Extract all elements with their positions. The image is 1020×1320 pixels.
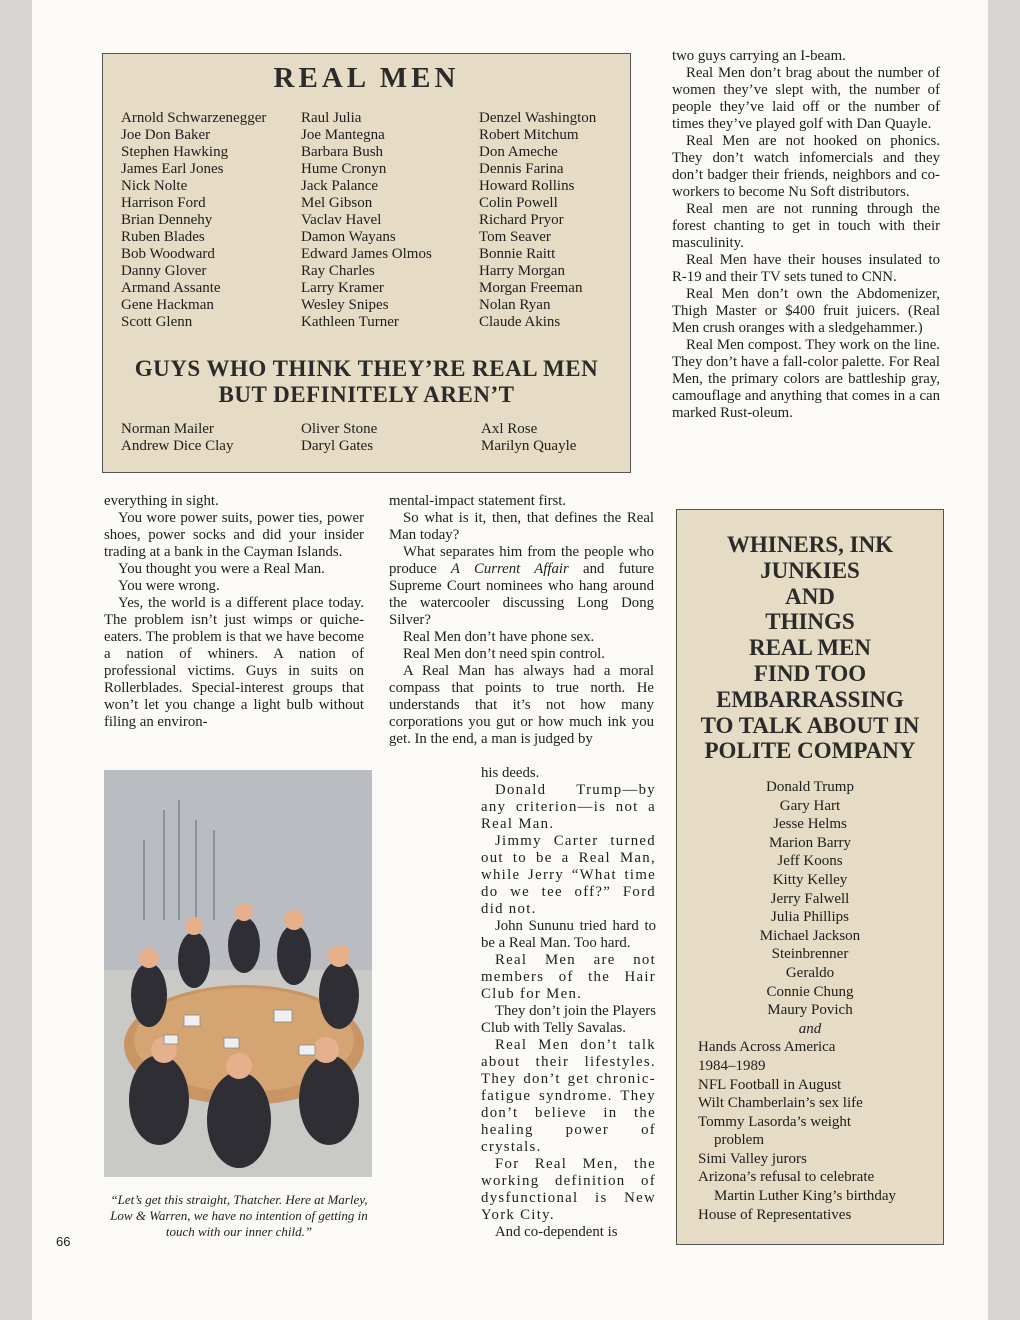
paragraph: two guys carrying an I-beam.: [672, 48, 846, 64]
magazine-page: [32, 0, 988, 1320]
whiners-list-item: Marion Barry: [768, 834, 852, 851]
real-man-name: Gene Hackman: [121, 297, 214, 313]
not-real-man-name: Marilyn Quayle: [481, 438, 577, 454]
whiners-list-item: Donald Trump: [766, 779, 854, 795]
not-real-man-name: Daryl Gates: [301, 438, 374, 454]
whiners-list-item: problem: [714, 1132, 764, 1149]
paragraph: Real Men compost. They work on the line. They don’t have a fall-color palette. For Real Men, the primary colors are battleship gray, camouflage and anything that comes in a can marked Rust-oleum.: [672, 337, 940, 421]
whiners-list-item: Connie Chung: [766, 983, 854, 1000]
paragraph: Donald Trump—by any criterion—is not a Real Man.: [481, 782, 656, 832]
boardroom-cartoon: [104, 770, 372, 1177]
real-man-name: Bob Woodward: [121, 246, 215, 262]
real-man-name: Claude Akins: [479, 314, 561, 330]
whiners-title-line: EMBARRASSING: [716, 686, 904, 712]
real-men-title: REAL MEN: [273, 62, 460, 94]
real-man-name: Robert Mitchum: [479, 127, 579, 143]
paragraph: Real Men are not hooked on phonics. They don’t watch infomercials and they don’t badger their friends, neighbors and co-workers to become Nu Soft distributors.: [672, 133, 940, 200]
real-man-name: Brian Dennehy: [121, 212, 213, 228]
subtitle-line-1: GUYS WHO THINK THEY’RE REAL MEN: [134, 356, 599, 381]
article-column-right-top: [672, 48, 940, 422]
paragraph: And co-dependent is: [495, 1224, 618, 1240]
whiners-box: [676, 509, 944, 1245]
whiners-list-item: Steinbrenner: [771, 946, 849, 963]
whiners-list-item: House of Representatives: [698, 1206, 852, 1223]
whiners-list-item: Hands Across America: [698, 1039, 836, 1056]
page-number: 66: [56, 1234, 71, 1249]
real-man-name: Bonnie Raitt: [479, 246, 556, 262]
real-men-column-3: [479, 110, 596, 331]
real-man-name: Arnold Schwarzenegger: [121, 110, 267, 126]
real-man-name: Ray Charles: [301, 263, 375, 279]
whiners-list-item: Jesse Helms: [773, 816, 847, 833]
real-men-box: [102, 53, 631, 473]
real-man-name: Morgan Freeman: [479, 280, 583, 296]
not-real-men-column-2: [301, 421, 377, 455]
real-men-column-2: [301, 110, 432, 331]
paragraph: You were wrong.: [118, 578, 220, 594]
whiners-list-item: NFL Football in August: [698, 1076, 842, 1093]
whiners-list-item: Simi Valley jurors: [698, 1150, 807, 1167]
paragraph: Real Men have their houses insulated to R-19 and their TV sets tuned to CNN.: [672, 252, 940, 285]
real-men-column-1: [121, 110, 266, 331]
whiners-list-item: Kitty Kelley: [772, 871, 848, 888]
real-man-name: Howard Rollins: [479, 178, 575, 194]
article-column-left: [104, 493, 364, 731]
paragraph: Real Men are not members of the Hair Club for Men.: [481, 952, 656, 1002]
real-man-name: Nick Nolte: [121, 178, 188, 194]
paragraph: They don’t join the Players Club with Telly Savalas.: [481, 1003, 656, 1036]
real-man-name: Armand Assante: [121, 280, 221, 296]
article-column-middle: [389, 493, 654, 748]
real-man-name: Joe Don Baker: [121, 127, 211, 143]
not-real-man-name: Oliver Stone: [301, 421, 378, 437]
real-man-name: Scott Glenn: [121, 314, 193, 330]
real-man-name: Denzel Washington: [479, 110, 597, 126]
whiners-list-item: Wilt Chamberlain’s sex life: [698, 1095, 863, 1112]
paragraph: A Real Man has always had a moral compass that points to true north. He understands that it’s not how many corporations you gut or how much ink you get. In the end, a man is judged by: [389, 663, 654, 747]
real-man-name: Don Ameche: [479, 144, 558, 160]
real-man-name: Joe Mantegna: [301, 127, 385, 143]
whiners-title-line: WHINERS, INK: [726, 532, 894, 557]
whiners-list-item: Jerry Falwell: [770, 890, 850, 907]
real-man-name: Dennis Farina: [479, 161, 564, 177]
whiners-title-line: POLITE COMPANY: [704, 738, 916, 764]
whiners-title-line: AND: [785, 583, 835, 609]
not-real-men-subtitle: [103, 356, 630, 408]
paragraph: mental-impact statement first.: [389, 493, 567, 509]
whiners-title-line: THINGS: [765, 609, 855, 635]
paragraph: everything in sight.: [104, 493, 219, 509]
paragraph: Real Men don’t need spin control.: [403, 646, 605, 662]
not-real-men-column-3: [481, 421, 576, 455]
cartoon-caption: “Let’s get this straight, Thatcher. Here at Marley, Low & Warren, we have no intention of getting in touch with our inner child.”: [110, 1192, 368, 1239]
whiners-title: [677, 532, 943, 764]
real-man-name: Wesley Snipes: [301, 297, 389, 313]
whiners-list-item: Arizona’s refusal to celebrate: [698, 1169, 875, 1186]
real-man-name: Hume Cronyn: [301, 161, 387, 177]
whiners-list-item: Geraldo: [785, 964, 835, 981]
real-man-name: Danny Glover: [121, 263, 207, 279]
real-man-name: Larry Kramer: [301, 280, 384, 296]
real-man-name: Raul Julia: [301, 110, 362, 126]
whiners-title-line: TO TALK ABOUT IN: [700, 712, 920, 738]
paragraph: Real Men don’t brag about the number of women they’ve slept with, the number of people they’ve laid off or the number of times they’ve played golf with Dan Quayle.: [672, 65, 940, 132]
real-man-name: Barbara Bush: [301, 144, 384, 160]
article-column-middle-lower: [481, 765, 656, 1241]
not-real-man-name: Axl Rose: [481, 421, 538, 437]
paragraph: You wore power suits, power ties, power shoes, power socks and did your insider trading at a bank in the Cayman Islands.: [104, 510, 364, 560]
paragraph: Real Men don’t talk about their lifestyles. They don’t get chronic-fatigue syndrome. They don’t believe in the healing power of crystals.: [481, 1037, 656, 1155]
whiners-list-item: Julia Phillips: [771, 909, 849, 926]
whiners-list-item: Maury Povich: [767, 1002, 853, 1019]
paragraph: Yes, the world is a different place today. The problem isn’t just wimps or quiche-eaters. The problem is that we have become a nation of whiners. A nation of professional victims. Guys in suits on Rollerblades. Special-interest groups that won’t let you change a light bulb without filing an environ-: [104, 595, 364, 730]
paragraph: Jimmy Carter turned out to be a Real Man, while Jerry “What time do we tee off?” Ford did not.: [481, 833, 656, 917]
whiners-title-line: FIND TOO: [753, 660, 867, 686]
whiners-list-item: Martin Luther King’s birthday: [714, 1188, 897, 1205]
paragraph: Real men are not running through the forest chanting to get in touch with their masculinity.: [672, 201, 940, 251]
real-man-name: Harrison Ford: [121, 195, 206, 211]
paragraph: his deeds.: [481, 765, 540, 781]
real-man-name: Harry Morgan: [479, 263, 565, 279]
real-man-name: Nolan Ryan: [479, 297, 551, 313]
tv-show-title: A Current Affair: [450, 561, 569, 577]
whiners-title-line: REAL MEN: [748, 635, 872, 661]
real-man-name: Stephen Hawking: [121, 144, 229, 160]
paragraph: Real Men don’t have phone sex.: [403, 629, 595, 645]
paragraph: What separates him from the people who produce A Current Affair and future Supreme Court nominees who hang around the watercooler discussing Long Dong Silver?: [389, 544, 655, 628]
whiners-list-item: Michael Jackson: [759, 927, 861, 944]
real-man-name: Ruben Blades: [121, 229, 205, 245]
real-man-name: Edward James Olmos: [301, 246, 432, 262]
not-real-man-name: Norman Mailer: [121, 421, 214, 437]
subtitle-line-2: BUT DEFINITELY AREN’T: [218, 382, 515, 407]
whiners-list-item: 1984–1989: [698, 1057, 766, 1074]
real-man-name: Vaclav Havel: [301, 212, 382, 228]
whiners-list-item: Gary Hart: [779, 797, 841, 814]
real-man-name: Mel Gibson: [301, 195, 373, 211]
real-man-name: Tom Seaver: [479, 229, 551, 245]
real-man-name: Jack Palance: [301, 178, 379, 194]
real-man-name: Kathleen Turner: [301, 314, 399, 330]
whiners-list-item: Tommy Lasorda’s weight: [698, 1113, 852, 1130]
whiners-title-line: JUNKIES: [760, 557, 860, 583]
paragraph: For Real Men, the working definition of dysfunctional is New York City.: [481, 1156, 656, 1223]
not-real-man-name: Andrew Dice Clay: [121, 438, 234, 454]
paragraph: So what is it, then, that defines the Real Man today?: [389, 510, 654, 543]
paragraph: Real Men don’t own the Abdomenizer, Thigh Master or $400 fruit juicers. (Real Men crush oranges with a sledgehammer.): [672, 286, 940, 336]
not-real-men-column-1: [121, 421, 233, 455]
real-man-name: James Earl Jones: [121, 161, 224, 177]
paragraph: You thought you were a Real Man.: [118, 561, 325, 577]
whiners-list-item: and: [798, 1020, 822, 1037]
real-man-name: Damon Wayans: [301, 229, 396, 245]
whiners-list: [677, 778, 943, 1224]
real-man-name: Richard Pryor: [479, 212, 564, 228]
real-man-name: Colin Powell: [479, 195, 558, 211]
whiners-list-item: Jeff Koons: [777, 853, 843, 870]
paragraph: John Sununu tried hard to be a Real Man. Too hard.: [481, 918, 656, 951]
